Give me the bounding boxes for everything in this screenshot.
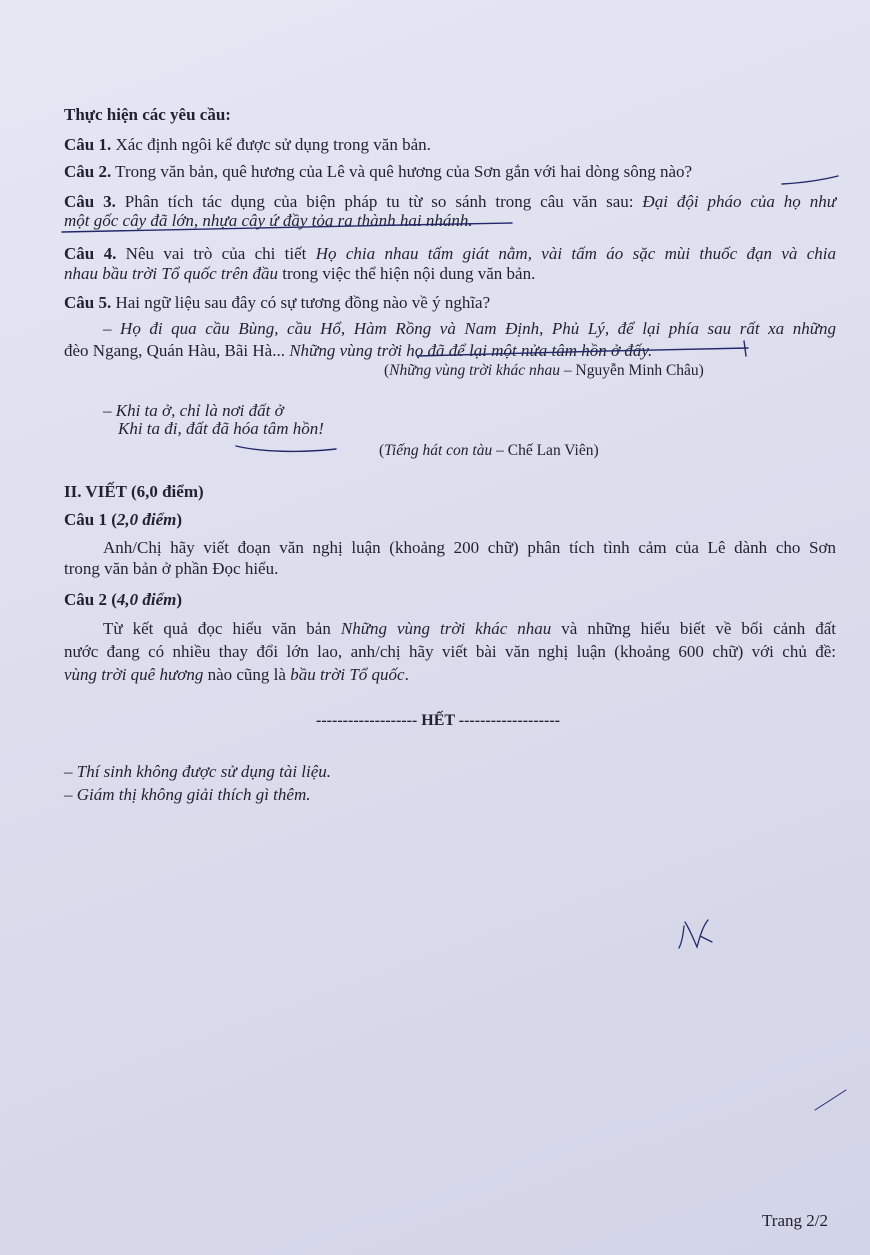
end-mark: ------------------- HẾT -------------------	[316, 712, 560, 729]
writing-question-1-line-1: Anh/Chị hãy viết đoạn văn nghị luận (khoảng 200 chữ) phân tích tình cảm của Lê dành cho Sơn	[103, 538, 836, 557]
page-number: Trang 2/2	[762, 1211, 828, 1230]
writing-question-1-line-2: trong văn bản ở phần Đọc hiểu.	[64, 559, 279, 578]
tasks-heading: Thực hiện các yêu cầu:	[64, 105, 231, 124]
question-2: Câu 2. Trong văn bản, quê hương của Lê và quê hương của Sơn gắn với hai dòng sông nào?	[64, 162, 693, 181]
question-3-line-2: một gốc cây đã lớn, nhựa cây ứ đầy tỏa ra thành hai nhánh.	[64, 211, 473, 230]
writing-question-2-line-1: Từ kết quả đọc hiểu văn bản Những vùng trời khác nhau và những hiểu biết về bối cảnh đất	[103, 619, 836, 638]
excerpt-1-line-2: đèo Ngang, Quán Hàu, Bãi Hà... Những vùng trời họ đã để lại một nửa tâm hồn ở đấy.	[64, 341, 653, 360]
excerpt-1-source: (Những vùng trời khác nhau – Nguyễn Minh Châu)	[384, 362, 704, 379]
writing-question-2-line-2: nước đang có nhiều thay đổi lớn lao, anh/chị hãy viết bài văn nghị luận (khoảng 600 chữ) với chủ đề:	[64, 642, 836, 661]
writing-question-1-title: Câu 1 (2,0 điểm)	[64, 510, 183, 529]
note-1: – Thí sinh không được sử dụng tài liệu.	[64, 762, 332, 781]
question-4-line-2: nhau bầu trời Tổ quốc trên đầu trong việc thể hiện nội dung văn bản.	[64, 264, 536, 283]
excerpt-2-source: (Tiếng hát con tàu – Chế Lan Viên)	[379, 442, 599, 459]
question-1: Câu 1. Xác định ngôi kể được sử dụng trong văn bản.	[64, 135, 431, 154]
writing-question-2-title: Câu 2 (4,0 điểm)	[64, 590, 183, 609]
writing-question-2-line-3: vùng trời quê hương nào cũng là bầu trời Tổ quốc.	[64, 665, 409, 684]
excerpt-1-line-1: – Họ đi qua cầu Bùng, cầu Hổ, Hàm Rồng và Nam Định, Phủ Lý, để lại phía sau rất xa những	[103, 319, 836, 338]
question-4-line-1: Câu 4. Nêu vai trò của chi tiết Họ chia nhau tấm giát nằm, vài tấm áo sặc mùi thuốc đạn và chia	[64, 244, 837, 263]
underline-excerpt-1-tick	[744, 341, 746, 356]
question-3-line-1: Câu 3. Phân tích tác dụng của biện pháp tu từ so sánh trong câu văn sau: Đại đội pháo của họ như	[64, 192, 836, 211]
underline-excerpt-2	[236, 446, 336, 451]
stray-pen-mark	[815, 1090, 846, 1110]
question-5: Câu 5. Hai ngữ liệu sau đây có sự tương đồng nào về ý nghĩa?	[64, 293, 491, 312]
section-2-title: II. VIẾT (6,0 điểm)	[64, 482, 204, 501]
excerpt-2-line-2: Khi ta đi, đất đã hóa tâm hồn!	[118, 419, 324, 438]
excerpt-2-line-1: – Khi ta ở, chỉ là nơi đất ở	[103, 401, 284, 420]
signature-icon	[679, 920, 712, 948]
note-2: – Giám thị không giải thích gì thêm.	[64, 785, 311, 804]
underline-q3-end	[782, 176, 838, 184]
